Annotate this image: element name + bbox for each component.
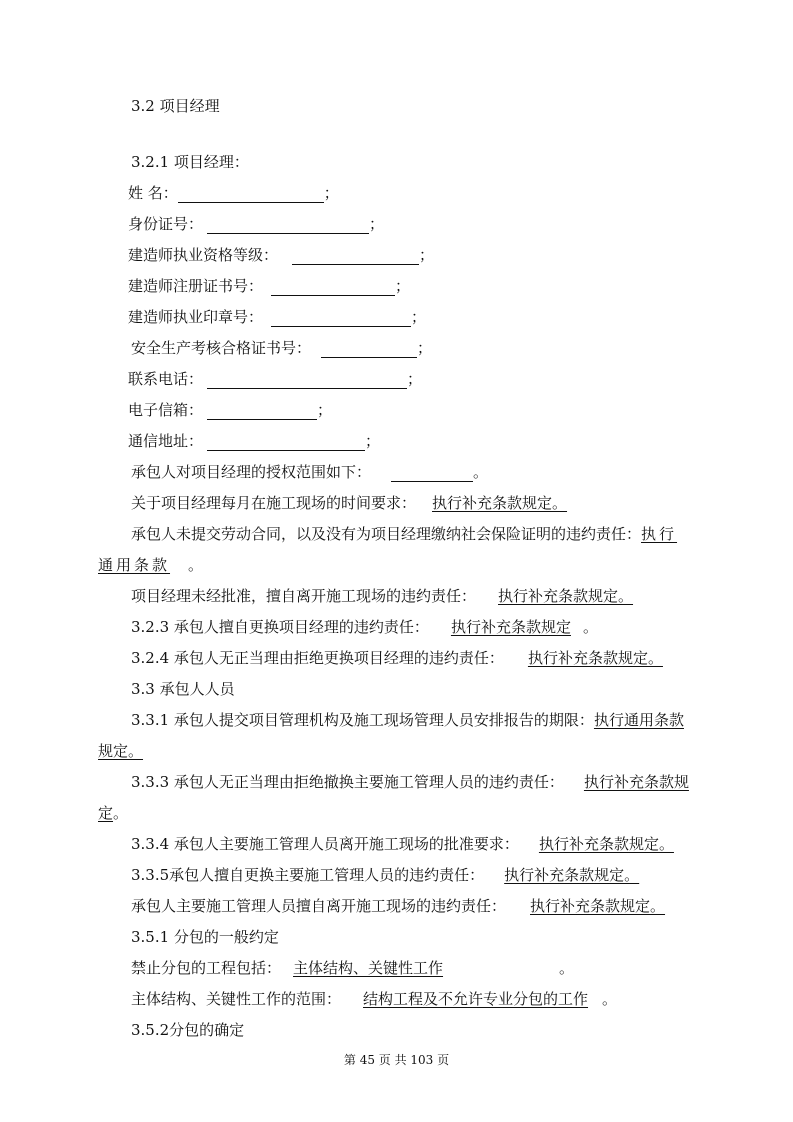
section-3-3-1-label: 3.3.1 承包人提交项目管理机构及施工现场管理人员安排报告的期限：: [131, 711, 594, 729]
id-semicolon: ；: [369, 215, 385, 233]
section-3-2-4-value: 执行补充条款规定。: [527, 649, 663, 667]
section-3-3-3-value-1: 执行补充条款规: [583, 773, 689, 791]
section-3-3-4-value: 执行补充条款规定。: [538, 835, 674, 853]
section-3-2-4-row: [131, 648, 687, 668]
safety-row: [131, 338, 432, 358]
section-3-3-5-value: 执行补充条款规定。: [504, 866, 640, 884]
id-row: [128, 214, 384, 234]
seal-semicolon: ；: [411, 308, 427, 326]
section-3-3-3-value-2: 定: [98, 804, 114, 822]
authority-blank: [391, 463, 473, 482]
cert-level-blank: [292, 246, 419, 265]
email-row: [128, 400, 332, 420]
safety-blank: [321, 339, 417, 358]
section-3-2-3-row: [131, 617, 598, 637]
section-3-3-5-label: 3.3.5承包人擅自更换主要施工管理人员的违约责任：: [131, 866, 485, 884]
reg-semicolon: ；: [395, 277, 411, 295]
labor-contract-period: 。: [188, 556, 207, 574]
scope-value: 结构工程及不允许专业分包的工作: [363, 990, 589, 1008]
leave-site-value: 执行补充条款规定。: [498, 587, 634, 605]
id-blank: [207, 215, 369, 234]
section-3-2-heading: 3.2 项目经理: [131, 97, 220, 115]
section-3-3-4-label: 3.3.4 承包人主要施工管理人员离开施工现场的批准要求：: [131, 835, 519, 853]
name-label: 姓 名：: [128, 184, 178, 202]
section-3-2-3-label: 3.2.3 承包人擅自更换项目经理的违约责任：: [131, 618, 429, 636]
forbid-subcontract-period: 。: [559, 959, 575, 977]
scope-label: 主体结构、关键性工作的范围：: [131, 990, 342, 1008]
reg-label: 建造师注册证书号：: [128, 277, 264, 295]
section-3-3-3-period: 。: [113, 804, 129, 822]
scope-period: 。: [602, 990, 618, 1008]
address-semicolon: ；: [365, 432, 381, 450]
email-blank: [207, 401, 317, 420]
section-3-3-heading: 3.3 承包人人员: [131, 680, 235, 698]
authority-row: [131, 462, 488, 482]
cert-level-label: 建造师执业资格等级：: [128, 246, 279, 264]
time-requirement-row: [131, 493, 567, 513]
section-3-5-2-heading: 3.5.2分包的确定: [131, 1021, 245, 1039]
forbid-subcontract-label: 禁止分包的工程包括：: [131, 959, 282, 977]
section-3-2-4-label: 3.2.4 承包人无正当理由拒绝更换项目经理的违约责任：: [131, 649, 504, 667]
phone-row: [128, 369, 422, 389]
address-label: 通信地址：: [128, 432, 204, 450]
labor-contract-value-2: 通用条款: [98, 556, 171, 574]
safety-semicolon: ；: [417, 339, 433, 357]
seal-label: 建造师执业印章号：: [128, 308, 264, 326]
page-footer: 第 45 页 共 103 页: [343, 1053, 450, 1067]
labor-contract-label: 承包人未提交劳动合同，以及没有为项目经理缴纳社会保险证明的违约责任：: [131, 525, 642, 543]
name-row: [128, 183, 339, 203]
email-label: 电子信箱：: [128, 401, 204, 419]
address-row: [128, 431, 380, 451]
cert-level-row: [128, 245, 434, 265]
section-3-3-4-row: [131, 834, 696, 854]
forbid-subcontract-value: 主体结构、关键性工作: [293, 959, 444, 977]
reg-row: [128, 276, 410, 296]
address-blank: [207, 432, 365, 451]
phone-semicolon: ；: [407, 370, 423, 388]
labor-contract-value-1: 执行: [641, 525, 678, 543]
leave-site-2-value: 执行补充条款规定。: [530, 897, 666, 915]
section-3-3-1-row-1: [131, 710, 684, 730]
seal-row: [128, 307, 426, 327]
leave-site-2-row: [131, 896, 689, 916]
safety-label: 安全生产考核合格证书号：: [131, 339, 312, 357]
labor-contract-row-1: [131, 524, 677, 544]
section-3-3-5-row: [131, 865, 659, 885]
name-blank: [178, 184, 324, 203]
section-3-5-1-heading: 3.5.1 分包的一般约定: [131, 928, 279, 946]
phone-label: 联系电话：: [128, 370, 204, 388]
section-3-3-3-row-1: [131, 772, 689, 792]
reg-blank: [271, 277, 395, 296]
section-3-3-3-row-2: [98, 803, 128, 823]
section-3-3-3-label: 3.3.3 承包人无正当理由拒绝撤换主要施工管理人员的违约责任：: [131, 773, 564, 791]
forbid-subcontract-row: [131, 958, 574, 978]
time-requirement-label: 关于项目经理每月在施工现场的时间要求：: [131, 494, 417, 512]
phone-blank: [207, 370, 407, 389]
name-semicolon: ；: [323, 184, 339, 202]
leave-site-2-label: 承包人主要施工管理人员擅自离开施工现场的违约责任：: [131, 897, 507, 915]
authority-label: 承包人对项目经理的授权范围如下：: [131, 463, 372, 481]
section-3-2-3-value: 执行补充条款规定: [450, 618, 571, 636]
section-3-3-1-value-1: 执行通用条款: [593, 711, 684, 729]
id-label: 身份证号：: [128, 215, 204, 233]
section-3-3-1-row-2: [98, 741, 151, 761]
time-requirement-value: 执行补充条款规定。: [432, 494, 568, 512]
authority-period: 。: [473, 463, 489, 481]
leave-site-label: 项目经理未经批准，擅自离开施工现场的违约责任：: [131, 587, 477, 605]
cert-level-semicolon: ；: [419, 246, 435, 264]
email-semicolon: ；: [317, 401, 333, 419]
seal-blank: [271, 308, 411, 327]
section-3-3-1-value-2: 规定。: [98, 742, 144, 760]
labor-contract-row-2: [98, 555, 206, 575]
section-3-2-3-period: 。: [582, 618, 598, 636]
leave-site-row: [131, 586, 633, 606]
section-3-2-1-heading: 3.2.1 项目经理：: [131, 153, 249, 171]
scope-row: [131, 989, 617, 1009]
